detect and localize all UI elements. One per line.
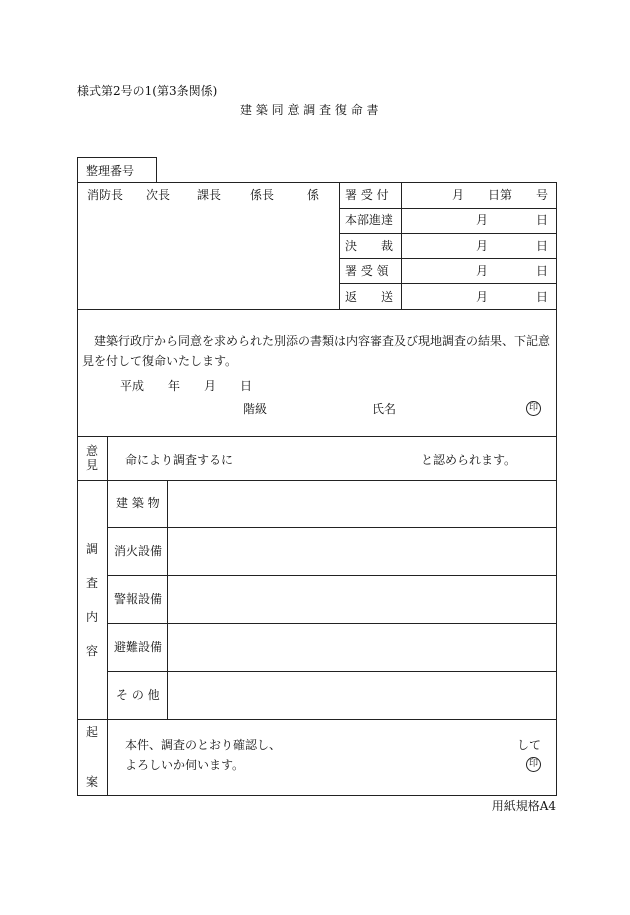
approver-jicho: 次長: [146, 188, 171, 202]
approver-kakari: 係: [307, 188, 320, 202]
opinion-label-2: 見: [85, 458, 98, 472]
proposal-line2: よろしいか伺います。: [125, 758, 245, 772]
seal-icon: 印: [526, 757, 541, 772]
report-body-line1: 建築行政庁から同意を求められた別添の書類は内容審査及び現地調査の結果、下記意: [94, 334, 551, 348]
seal-icon: 印: [526, 401, 541, 416]
report-date: 平成 年 月 日: [120, 379, 253, 393]
item-hinan-setsubi: 避難設備: [114, 640, 163, 654]
investigation-label: 内: [85, 610, 98, 624]
receipt-label: 署 受 付: [345, 188, 389, 202]
form-number: 様式第2号の1(第3条関係): [77, 84, 218, 98]
receipt-label: 署 受 領: [345, 264, 389, 278]
receipt-value: 月 日: [475, 239, 548, 253]
name-label: 氏名: [372, 402, 397, 416]
opinion-text-left: 命により調査するに: [125, 453, 234, 467]
approver-kacho: 課長: [197, 188, 222, 202]
paper-size: 用紙規格A4: [491, 799, 556, 813]
item-keiho-setsubi: 警報設備: [114, 592, 163, 606]
investigation-label: 容: [85, 644, 98, 658]
receipt-value: 月 日: [475, 264, 548, 278]
item-kenchikubutsu: 建 築 物: [116, 496, 160, 510]
proposal-line1-left: 本件、調査のとおり確認し、: [125, 738, 282, 752]
rank-label: 階級: [243, 402, 268, 416]
proposal-label-bottom: 案: [85, 775, 98, 789]
opinion-text-right: と認められます。: [421, 453, 517, 467]
item-shoka-setsubi: 消火設備: [114, 544, 163, 558]
approver-kakaricho: 係長: [250, 188, 275, 202]
investigation-label: 調: [85, 542, 98, 556]
receipt-label: 返 送: [345, 290, 394, 304]
receipt-label: 決 裁: [345, 239, 394, 253]
item-sonota: そ の 他: [116, 688, 160, 702]
proposal-label-top: 起: [85, 725, 98, 739]
report-body-line2: 見を付して復命いたします。: [82, 354, 238, 368]
receipt-label: 本部進達: [345, 213, 394, 227]
receipt-value: 月 日: [475, 213, 548, 227]
proposal-line1-right: して: [517, 738, 542, 752]
document-title: 建 築 同 意 調 査 復 命 書: [240, 103, 379, 117]
receipt-value: 月 日第 号: [451, 188, 548, 202]
seiri-bango-label: 整理番号: [86, 164, 135, 178]
approver-shobocho: 消防長: [87, 188, 124, 202]
investigation-label: 査: [85, 576, 98, 590]
opinion-label-1: 意: [85, 444, 98, 458]
receipt-value: 月 日: [475, 290, 548, 304]
